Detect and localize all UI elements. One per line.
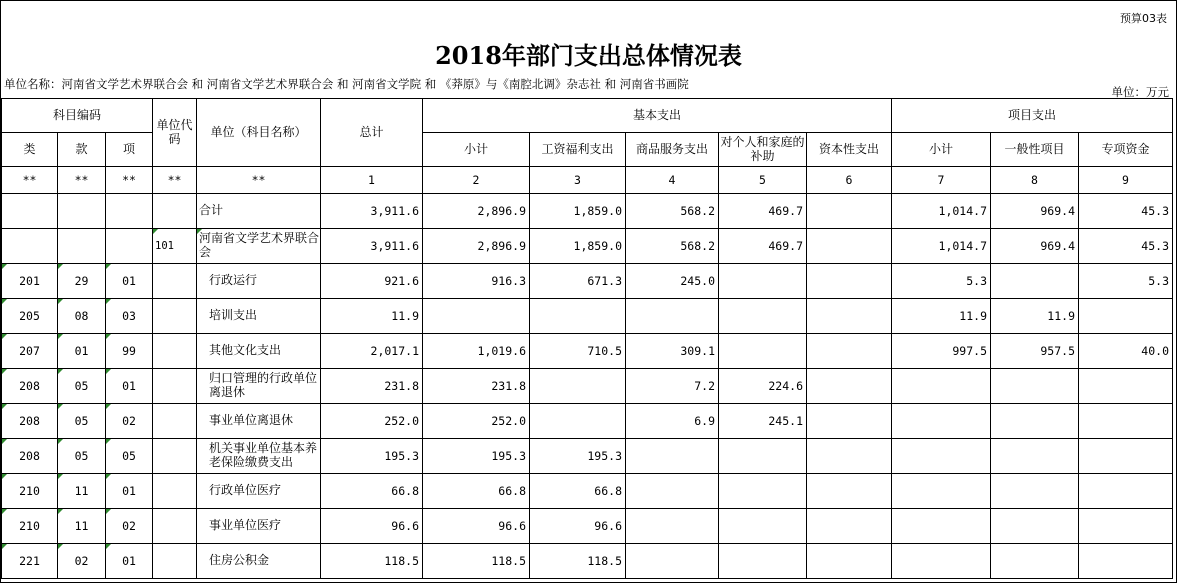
capital-cell xyxy=(807,229,892,264)
code-xiang-cell: 99 xyxy=(106,334,153,369)
household-subsidy-cell xyxy=(719,299,807,334)
basic-subtotal-cell: 252.0 xyxy=(423,404,530,439)
wages-cell: 66.8 xyxy=(530,474,626,509)
goods-services-cell xyxy=(626,474,719,509)
subject-name-cell: 行政运行 xyxy=(197,264,321,299)
wages-cell: 1,859.0 xyxy=(530,229,626,264)
general-project-cell xyxy=(991,474,1079,509)
subject-name-cell: 事业单位离退休 xyxy=(197,404,321,439)
code-lei-cell: 210 xyxy=(2,509,58,544)
code-kuan-cell: 11 xyxy=(58,509,106,544)
special-fund-cell: 45.3 xyxy=(1079,229,1173,264)
goods-services-cell xyxy=(626,509,719,544)
table-row xyxy=(2,474,1173,509)
code-lei-cell: 208 xyxy=(2,439,58,474)
capital-cell xyxy=(807,334,892,369)
index-cell: ** xyxy=(106,167,153,194)
code-lei-cell: 208 xyxy=(2,404,58,439)
header-basic-subtotal: 小计 xyxy=(423,133,530,167)
index-cell: 1 xyxy=(321,167,423,194)
index-row xyxy=(2,167,1173,194)
subject-name-cell: 行政单位医疗 xyxy=(197,474,321,509)
basic-subtotal-cell: 1,019.6 xyxy=(423,334,530,369)
general-project-cell xyxy=(991,369,1079,404)
table-row xyxy=(2,404,1173,439)
goods-services-cell: 309.1 xyxy=(626,334,719,369)
project-subtotal-cell: 1,014.7 xyxy=(892,194,991,229)
basic-subtotal-cell: 231.8 xyxy=(423,369,530,404)
project-subtotal-cell xyxy=(892,509,991,544)
household-subsidy-cell xyxy=(719,264,807,299)
general-project-cell xyxy=(991,264,1079,299)
subject-name-cell: 培训支出 xyxy=(197,299,321,334)
index-cell: 9 xyxy=(1079,167,1173,194)
total-cell: 2,017.1 xyxy=(321,334,423,369)
code-xiang-cell: 02 xyxy=(106,404,153,439)
table-row xyxy=(2,509,1173,544)
project-subtotal-cell: 11.9 xyxy=(892,299,991,334)
subject-name-cell: 机关事业单位基本养老保险缴费支出 xyxy=(197,439,321,474)
header-lei: 类 xyxy=(2,133,58,167)
code-xiang-cell: 03 xyxy=(106,299,153,334)
unit-code-cell xyxy=(153,194,197,229)
household-subsidy-cell xyxy=(719,544,807,579)
general-project-cell: 11.9 xyxy=(991,299,1079,334)
table-row xyxy=(2,439,1173,474)
unit-code-cell xyxy=(153,334,197,369)
household-subsidy-cell xyxy=(719,509,807,544)
wages-cell: 1,859.0 xyxy=(530,194,626,229)
code-xiang-cell: 05 xyxy=(106,439,153,474)
index-cell: ** xyxy=(197,167,321,194)
special-fund-cell xyxy=(1079,544,1173,579)
total-cell: 3,911.6 xyxy=(321,194,423,229)
header-capital: 资本性支出 xyxy=(807,133,892,167)
header-unit-subject: 单位（科目名称） xyxy=(197,99,321,167)
household-subsidy-cell: 469.7 xyxy=(719,194,807,229)
code-lei-cell: 207 xyxy=(2,334,58,369)
header-wages: 工资福利支出 xyxy=(530,133,626,167)
header-subject-code: 科目编码 xyxy=(2,99,153,133)
basic-subtotal-cell: 118.5 xyxy=(423,544,530,579)
wages-cell: 96.6 xyxy=(530,509,626,544)
unit-code-cell xyxy=(153,369,197,404)
unit-code-cell xyxy=(153,544,197,579)
capital-cell xyxy=(807,299,892,334)
index-cell: 2 xyxy=(423,167,530,194)
code-kuan-cell: 29 xyxy=(58,264,106,299)
goods-services-cell xyxy=(626,439,719,474)
wages-cell xyxy=(530,299,626,334)
total-cell: 195.3 xyxy=(321,439,423,474)
basic-subtotal-cell: 2,896.9 xyxy=(423,194,530,229)
basic-subtotal-cell: 66.8 xyxy=(423,474,530,509)
capital-cell xyxy=(807,544,892,579)
general-project-cell xyxy=(991,509,1079,544)
unit-code-cell xyxy=(153,264,197,299)
wages-cell xyxy=(530,369,626,404)
page-title: 2018年部门支出总体情况表 xyxy=(435,41,742,70)
special-fund-cell xyxy=(1079,509,1173,544)
subject-name-cell: 河南省文学艺术界联合会 xyxy=(197,229,321,264)
basic-subtotal-cell: 916.3 xyxy=(423,264,530,299)
code-kuan-cell: 01 xyxy=(58,334,106,369)
total-cell: 921.6 xyxy=(321,264,423,299)
special-fund-cell: 5.3 xyxy=(1079,264,1173,299)
subject-name-cell: 合计 xyxy=(197,194,321,229)
general-project-cell xyxy=(991,544,1079,579)
header-total: 总计 xyxy=(321,99,423,167)
header-basic-expenditure: 基本支出 xyxy=(423,99,892,133)
form-number: 预算03表 xyxy=(1120,12,1167,25)
header-unit-code: 单位代码 xyxy=(153,99,197,167)
code-xiang-cell: 01 xyxy=(106,544,153,579)
code-kuan-cell xyxy=(58,229,106,264)
code-xiang-cell: 01 xyxy=(106,474,153,509)
total-cell: 66.8 xyxy=(321,474,423,509)
general-project-cell xyxy=(991,439,1079,474)
household-subsidy-cell xyxy=(719,474,807,509)
goods-services-cell: 568.2 xyxy=(626,194,719,229)
table-row xyxy=(2,544,1173,579)
special-fund-cell xyxy=(1079,439,1173,474)
header-project-subtotal: 小计 xyxy=(892,133,991,167)
code-xiang-cell: 01 xyxy=(106,264,153,299)
table-row xyxy=(2,229,1173,264)
basic-subtotal-cell xyxy=(423,299,530,334)
header-special-fund: 专项资金 xyxy=(1079,133,1173,167)
special-fund-cell: 45.3 xyxy=(1079,194,1173,229)
code-lei-cell: 201 xyxy=(2,264,58,299)
unit-code-cell xyxy=(153,509,197,544)
unit-code-cell: 101 xyxy=(153,229,197,264)
subject-name-cell: 其他文化支出 xyxy=(197,334,321,369)
project-subtotal-cell xyxy=(892,474,991,509)
general-project-cell: 969.4 xyxy=(991,194,1079,229)
header-project-expenditure: 项目支出 xyxy=(892,99,1173,133)
subject-name-cell: 住房公积金 xyxy=(197,544,321,579)
household-subsidy-cell: 224.6 xyxy=(719,369,807,404)
goods-services-cell xyxy=(626,299,719,334)
capital-cell xyxy=(807,264,892,299)
goods-services-cell: 6.9 xyxy=(626,404,719,439)
table-row xyxy=(2,194,1173,229)
index-cell: 8 xyxy=(991,167,1079,194)
wages-cell: 195.3 xyxy=(530,439,626,474)
code-lei-cell xyxy=(2,194,58,229)
unit-name-line: 单位名称：河南省文学艺术界联合会 和 河南省文学艺术界联合会 和 河南省文学院 和 《莽原》与《南腔北调》杂志社 和 河南省书画院 xyxy=(4,77,689,91)
capital-cell xyxy=(807,369,892,404)
total-cell: 118.5 xyxy=(321,544,423,579)
code-kuan-cell: 05 xyxy=(58,404,106,439)
special-fund-cell xyxy=(1079,474,1173,509)
unit-code-cell xyxy=(153,404,197,439)
header-household-subsidy: 对个人和家庭的补助 xyxy=(719,133,807,167)
household-subsidy-cell xyxy=(719,439,807,474)
index-cell: 6 xyxy=(807,167,892,194)
index-cell: ** xyxy=(2,167,58,194)
wages-cell: 671.3 xyxy=(530,264,626,299)
code-kuan-cell: 11 xyxy=(58,474,106,509)
general-project-cell xyxy=(991,404,1079,439)
subject-name-cell: 归口管理的行政单位离退休 xyxy=(197,369,321,404)
household-subsidy-cell xyxy=(719,334,807,369)
total-cell: 96.6 xyxy=(321,509,423,544)
header-kuan: 款 xyxy=(58,133,106,167)
code-lei-cell: 210 xyxy=(2,474,58,509)
code-kuan-cell: 05 xyxy=(58,369,106,404)
index-cell: 3 xyxy=(530,167,626,194)
code-xiang-cell: 01 xyxy=(106,369,153,404)
code-kuan-cell xyxy=(58,194,106,229)
goods-services-cell: 7.2 xyxy=(626,369,719,404)
general-project-cell: 969.4 xyxy=(991,229,1079,264)
capital-cell xyxy=(807,404,892,439)
code-kuan-cell: 02 xyxy=(58,544,106,579)
total-cell: 231.8 xyxy=(321,369,423,404)
wages-cell: 710.5 xyxy=(530,334,626,369)
special-fund-cell xyxy=(1079,369,1173,404)
header-goods-services: 商品服务支出 xyxy=(626,133,719,167)
unit-code-cell xyxy=(153,474,197,509)
basic-subtotal-cell: 195.3 xyxy=(423,439,530,474)
index-cell: ** xyxy=(153,167,197,194)
capital-cell xyxy=(807,474,892,509)
capital-cell xyxy=(807,509,892,544)
code-lei-cell xyxy=(2,229,58,264)
project-subtotal-cell: 5.3 xyxy=(892,264,991,299)
special-fund-cell: 40.0 xyxy=(1079,334,1173,369)
header-general-project: 一般性项目 xyxy=(991,133,1079,167)
project-subtotal-cell: 997.5 xyxy=(892,334,991,369)
goods-services-cell: 568.2 xyxy=(626,229,719,264)
unit-label: 单位：万元 xyxy=(1111,85,1169,99)
basic-subtotal-cell: 96.6 xyxy=(423,509,530,544)
total-cell: 11.9 xyxy=(321,299,423,334)
capital-cell xyxy=(807,194,892,229)
goods-services-cell xyxy=(626,544,719,579)
table-row xyxy=(2,264,1173,299)
code-xiang-cell xyxy=(106,194,153,229)
capital-cell xyxy=(807,439,892,474)
goods-services-cell: 245.0 xyxy=(626,264,719,299)
wages-cell: 118.5 xyxy=(530,544,626,579)
general-project-cell: 957.5 xyxy=(991,334,1079,369)
code-xiang-cell xyxy=(106,229,153,264)
code-lei-cell: 205 xyxy=(2,299,58,334)
index-cell: 4 xyxy=(626,167,719,194)
wages-cell xyxy=(530,404,626,439)
special-fund-cell xyxy=(1079,404,1173,439)
unit-code-cell xyxy=(153,439,197,474)
table-row xyxy=(2,299,1173,334)
project-subtotal-cell xyxy=(892,439,991,474)
special-fund-cell xyxy=(1079,299,1173,334)
total-cell: 252.0 xyxy=(321,404,423,439)
code-xiang-cell: 02 xyxy=(106,509,153,544)
household-subsidy-cell: 469.7 xyxy=(719,229,807,264)
household-subsidy-cell: 245.1 xyxy=(719,404,807,439)
table-row xyxy=(2,334,1173,369)
code-kuan-cell: 05 xyxy=(58,439,106,474)
project-subtotal-cell xyxy=(892,404,991,439)
index-cell: ** xyxy=(58,167,106,194)
code-lei-cell: 208 xyxy=(2,369,58,404)
code-kuan-cell: 08 xyxy=(58,299,106,334)
index-cell: 7 xyxy=(892,167,991,194)
unit-code-cell xyxy=(153,299,197,334)
project-subtotal-cell xyxy=(892,369,991,404)
subject-name-cell: 事业单位医疗 xyxy=(197,509,321,544)
project-subtotal-cell xyxy=(892,544,991,579)
table-row xyxy=(2,369,1173,404)
project-subtotal-cell: 1,014.7 xyxy=(892,229,991,264)
index-cell: 5 xyxy=(719,167,807,194)
code-lei-cell: 221 xyxy=(2,544,58,579)
basic-subtotal-cell: 2,896.9 xyxy=(423,229,530,264)
expenditure-table xyxy=(1,98,1173,579)
total-cell: 3,911.6 xyxy=(321,229,423,264)
header-xiang: 项 xyxy=(106,133,153,167)
